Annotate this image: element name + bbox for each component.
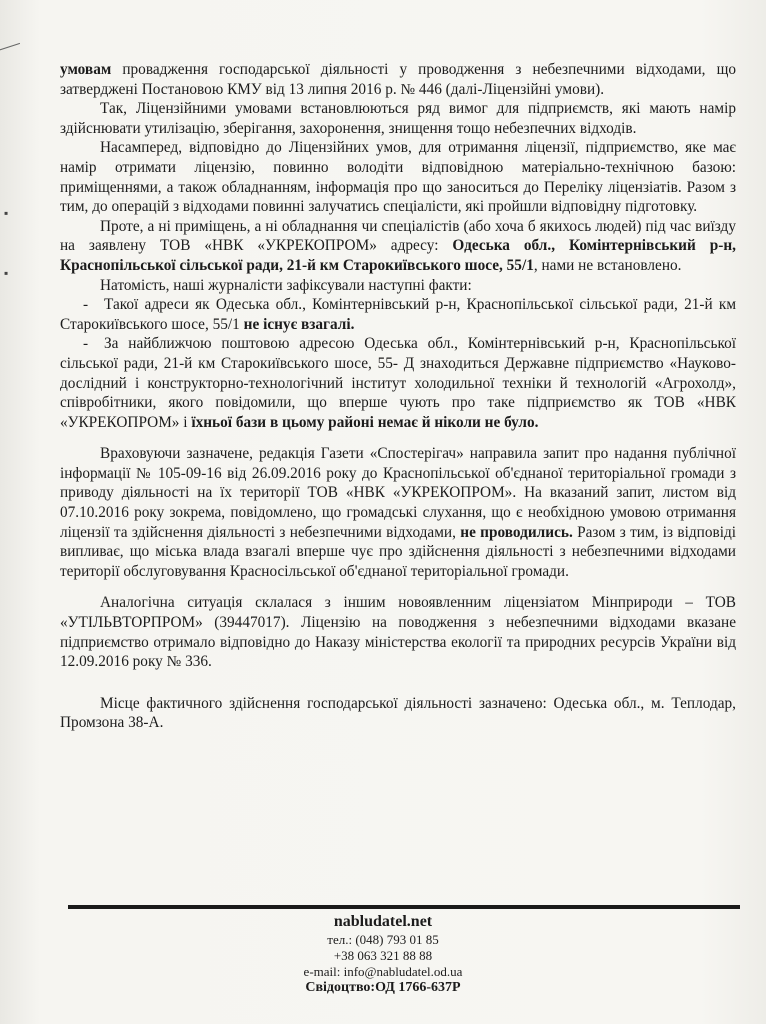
footer-site: nabludatel.net (333, 913, 433, 930)
page-fold-mark (0, 43, 23, 60)
text-run: Разом з тим, із відповіді випливає, що міська влада взагалі вперше чує про здійснення діяльності з небезпечними відходами території обслуговування Красносільської об'єднаної територіальної громади. (60, 523, 737, 580)
footer-certificate: Свідоцтво:ОД 1766-637Р (305, 980, 461, 995)
bold-run: їхньої бази в цьому районі немає й ніколи не було. (191, 413, 539, 431)
paragraph-3 (60, 138, 736, 216)
paragraph-8 (60, 444, 736, 581)
text-run: Проте, а ні приміщень, а ні обладнання чи спеціалістів (або хоча б якихось людей) під час виїзду на заявлену ТОВ «НВК «УКРЕКОПРОМ» адресу: (60, 217, 736, 255)
bold-run: Одеська обл., Комінтернівський р-н, Краснопільської сільської ради, 21-й км Старокиївського шосе, 55/1 (60, 237, 736, 274)
list-dash: - (60, 335, 89, 353)
text-run: Насамперед, відповідно до Ліцензійних умов, для отримання ліцензії, підприємство, яке має намір отримати ліцензію, повинно володіти відповідною матеріально-технічною базою: приміщеннями, а також обладнанням, інформація про що заноситься до Переліку ліцензіатів. Разом з тим, до операцій з відходами повинні залучатись спеціалісти, які пройшли відповідну підготовку. (60, 139, 736, 216)
footer-phone: тел.: (048) 793 01 85 (327, 932, 439, 947)
list-dash: - (60, 296, 89, 314)
paragraph-4 (60, 217, 736, 276)
text-run: провадження господарської діяльності у проводження з небезпечними відходами, що затверджені Постановою КМУ від 13 липня 2016 р. № 446 (далі-Ліцензійні умови). (60, 61, 736, 98)
bold-run: не існує взагалі. (243, 315, 355, 333)
paragraph-10 (60, 694, 736, 733)
binding-mark: ▪ (4, 266, 9, 280)
text-run: За найближчою поштовою адресою Одеська обл., Комінтернівський р-н, Краснопільської сільської ради, 21-й км Старокиївського шосе, 55- Д знаходиться Державне підприємство «Науково-дослідний і конструкторно-технологічний інститут холодильної техніки й технологій «Агрохолд», співробітники, якого повідомили, що вперше чують про таке підприємство як ТОВ «НВК «УКРЕКОПРОМ» і (60, 335, 736, 431)
text-run: Враховуючи зазначене, редакція Газети «Спостерігач» направила запит про надання публічної інформації № 105-09-16 від 26.09.2016 року до Краснопільської об'єднаної територіальної громади з приводу діяльності на їх території ТОВ «НВК «УКРЕКОПРОМ». На вказаний запит, листом від 07.10.2016 року зокрема, повідомлено, що громадські слухання, що є необхідною умовою отримання ліцензії та здійснення діяльності з небезпечними відходами, (60, 445, 736, 541)
paragraph-7 (60, 334, 736, 432)
footer (0, 912, 766, 996)
document-body (60, 60, 736, 733)
text-run: , нами не встановлено. (533, 256, 682, 274)
text-run: Місце фактичного здійснення господарської діяльності зазначено: Одеська обл., м. Теплодар, Промзона 38-А. (60, 694, 736, 732)
bold-run: умовам (60, 61, 112, 78)
footer-phone-mobile: +38 063 321 88 88 (333, 948, 433, 963)
text-run: Так, Ліцензійними умовами встановлюються ряд вимог для підприємств, які мають намір здійснювати утилізацію, зберігання, захоронення, знищення тощо небезпечних відходів. (60, 100, 736, 137)
footer-divider (68, 905, 740, 909)
text-run: Аналогічна ситуація склалася з іншим новоявленним ліцензіатом Мінприроди – ТОВ «УТІЛЬВТОРПРОМ» (39447017). Ліцензію на поводження з небезпечними відходами вказане підприємство отримало відповідно до Наказу міністерства екології та природних ресурсів України від 12.09.2016 року № 336. (60, 594, 736, 671)
bold-run: не проводились. (460, 523, 573, 541)
text-run: Натомість, наші журналісти зафіксували наступні факти: (100, 276, 472, 294)
footer-email: e-mail: info@nabludatel.od.ua (303, 964, 463, 979)
paragraph-6 (60, 295, 736, 334)
paragraph-5 (60, 276, 736, 296)
binding-mark: ▪ (4, 206, 9, 220)
paragraph-1 (60, 60, 736, 99)
text-run: Такої адреси як Одеська обл., Комінтернівський р-н, Краснопільської сільської ради, 21-й км Старокиївського шосе, 55/1 (60, 296, 736, 333)
paragraph-2 (60, 99, 736, 138)
paragraph-9 (60, 593, 736, 671)
